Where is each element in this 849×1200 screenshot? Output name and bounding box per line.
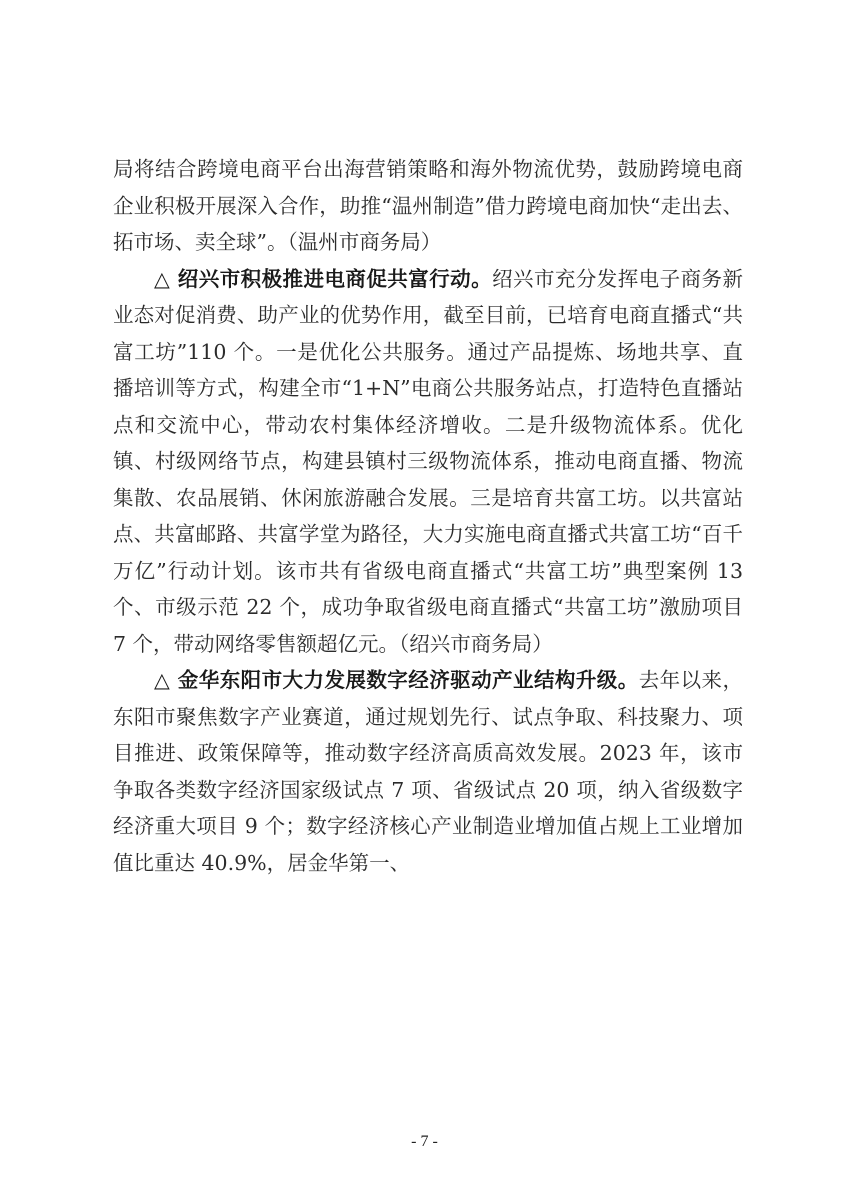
- paragraph-body: 去年以来，东阳市聚焦数字产业赛道，通过规划先行、试点争取、科技聚力、项目推进、政策保障等，推动数字经济高质高效发展。2023 年，该市争取各类数字经济国家级试点 7 项、省级试点 20 项，纳入省级数字经济重大项目 9 个；数字经济核心产业制造业增加值占规上工业增加值比重达 40.9%，居金华第一、: [113, 668, 744, 875]
- paragraph-heading: △ 金华东阳市大力发展数字经济驱动产业结构升级。: [154, 668, 639, 692]
- page-number: - 7 -: [411, 1133, 438, 1150]
- paragraph-shaoxing: [113, 261, 743, 663]
- paragraph-body: 绍兴市充分发挥电子商务新业态对促消费、助产业的优势作用，截至目前，已培育电商直播式“共富工坊”110 个。一是优化公共服务。通过产品提炼、场地共享、直播培训等方式，构建全市“1+N”电商公共服务站点，打造特色直播站点和交流中心，带动农村集体经济增收。二是升级物流体系。优化镇、村级网络节点，构建县镇村三级物流体系，推动电商直播、物流集散、农品展销、休闲旅游融合发展。三是培育共富工坊。以共富站点、共富邮路、共富学堂为路径，大力实施电商直播式共富工坊“百千万亿”行动计划。该市共有省级电商直播式“共富工坊”典型案例 13 个、市级示范 22 个，成功争取省级电商直播式“共富工坊”激励项目 7 个，带动网络零售额超亿元。（绍兴市商务局）: [113, 266, 744, 656]
- document-body: [113, 151, 743, 881]
- paragraph-dongyang: [113, 662, 743, 881]
- paragraph-wenzhou-continuation: [113, 151, 743, 261]
- paragraph-body: 局将结合跨境电商平台出海营销策略和海外物流优势，鼓励跨境电商企业积极开展深入合作，助推“温州制造”借力跨境电商加快“走出去、拓市场、卖全球”。（温州市商务局）: [113, 157, 743, 254]
- paragraph-heading: △ 绍兴市积极推进电商促共富行动。: [154, 266, 493, 291]
